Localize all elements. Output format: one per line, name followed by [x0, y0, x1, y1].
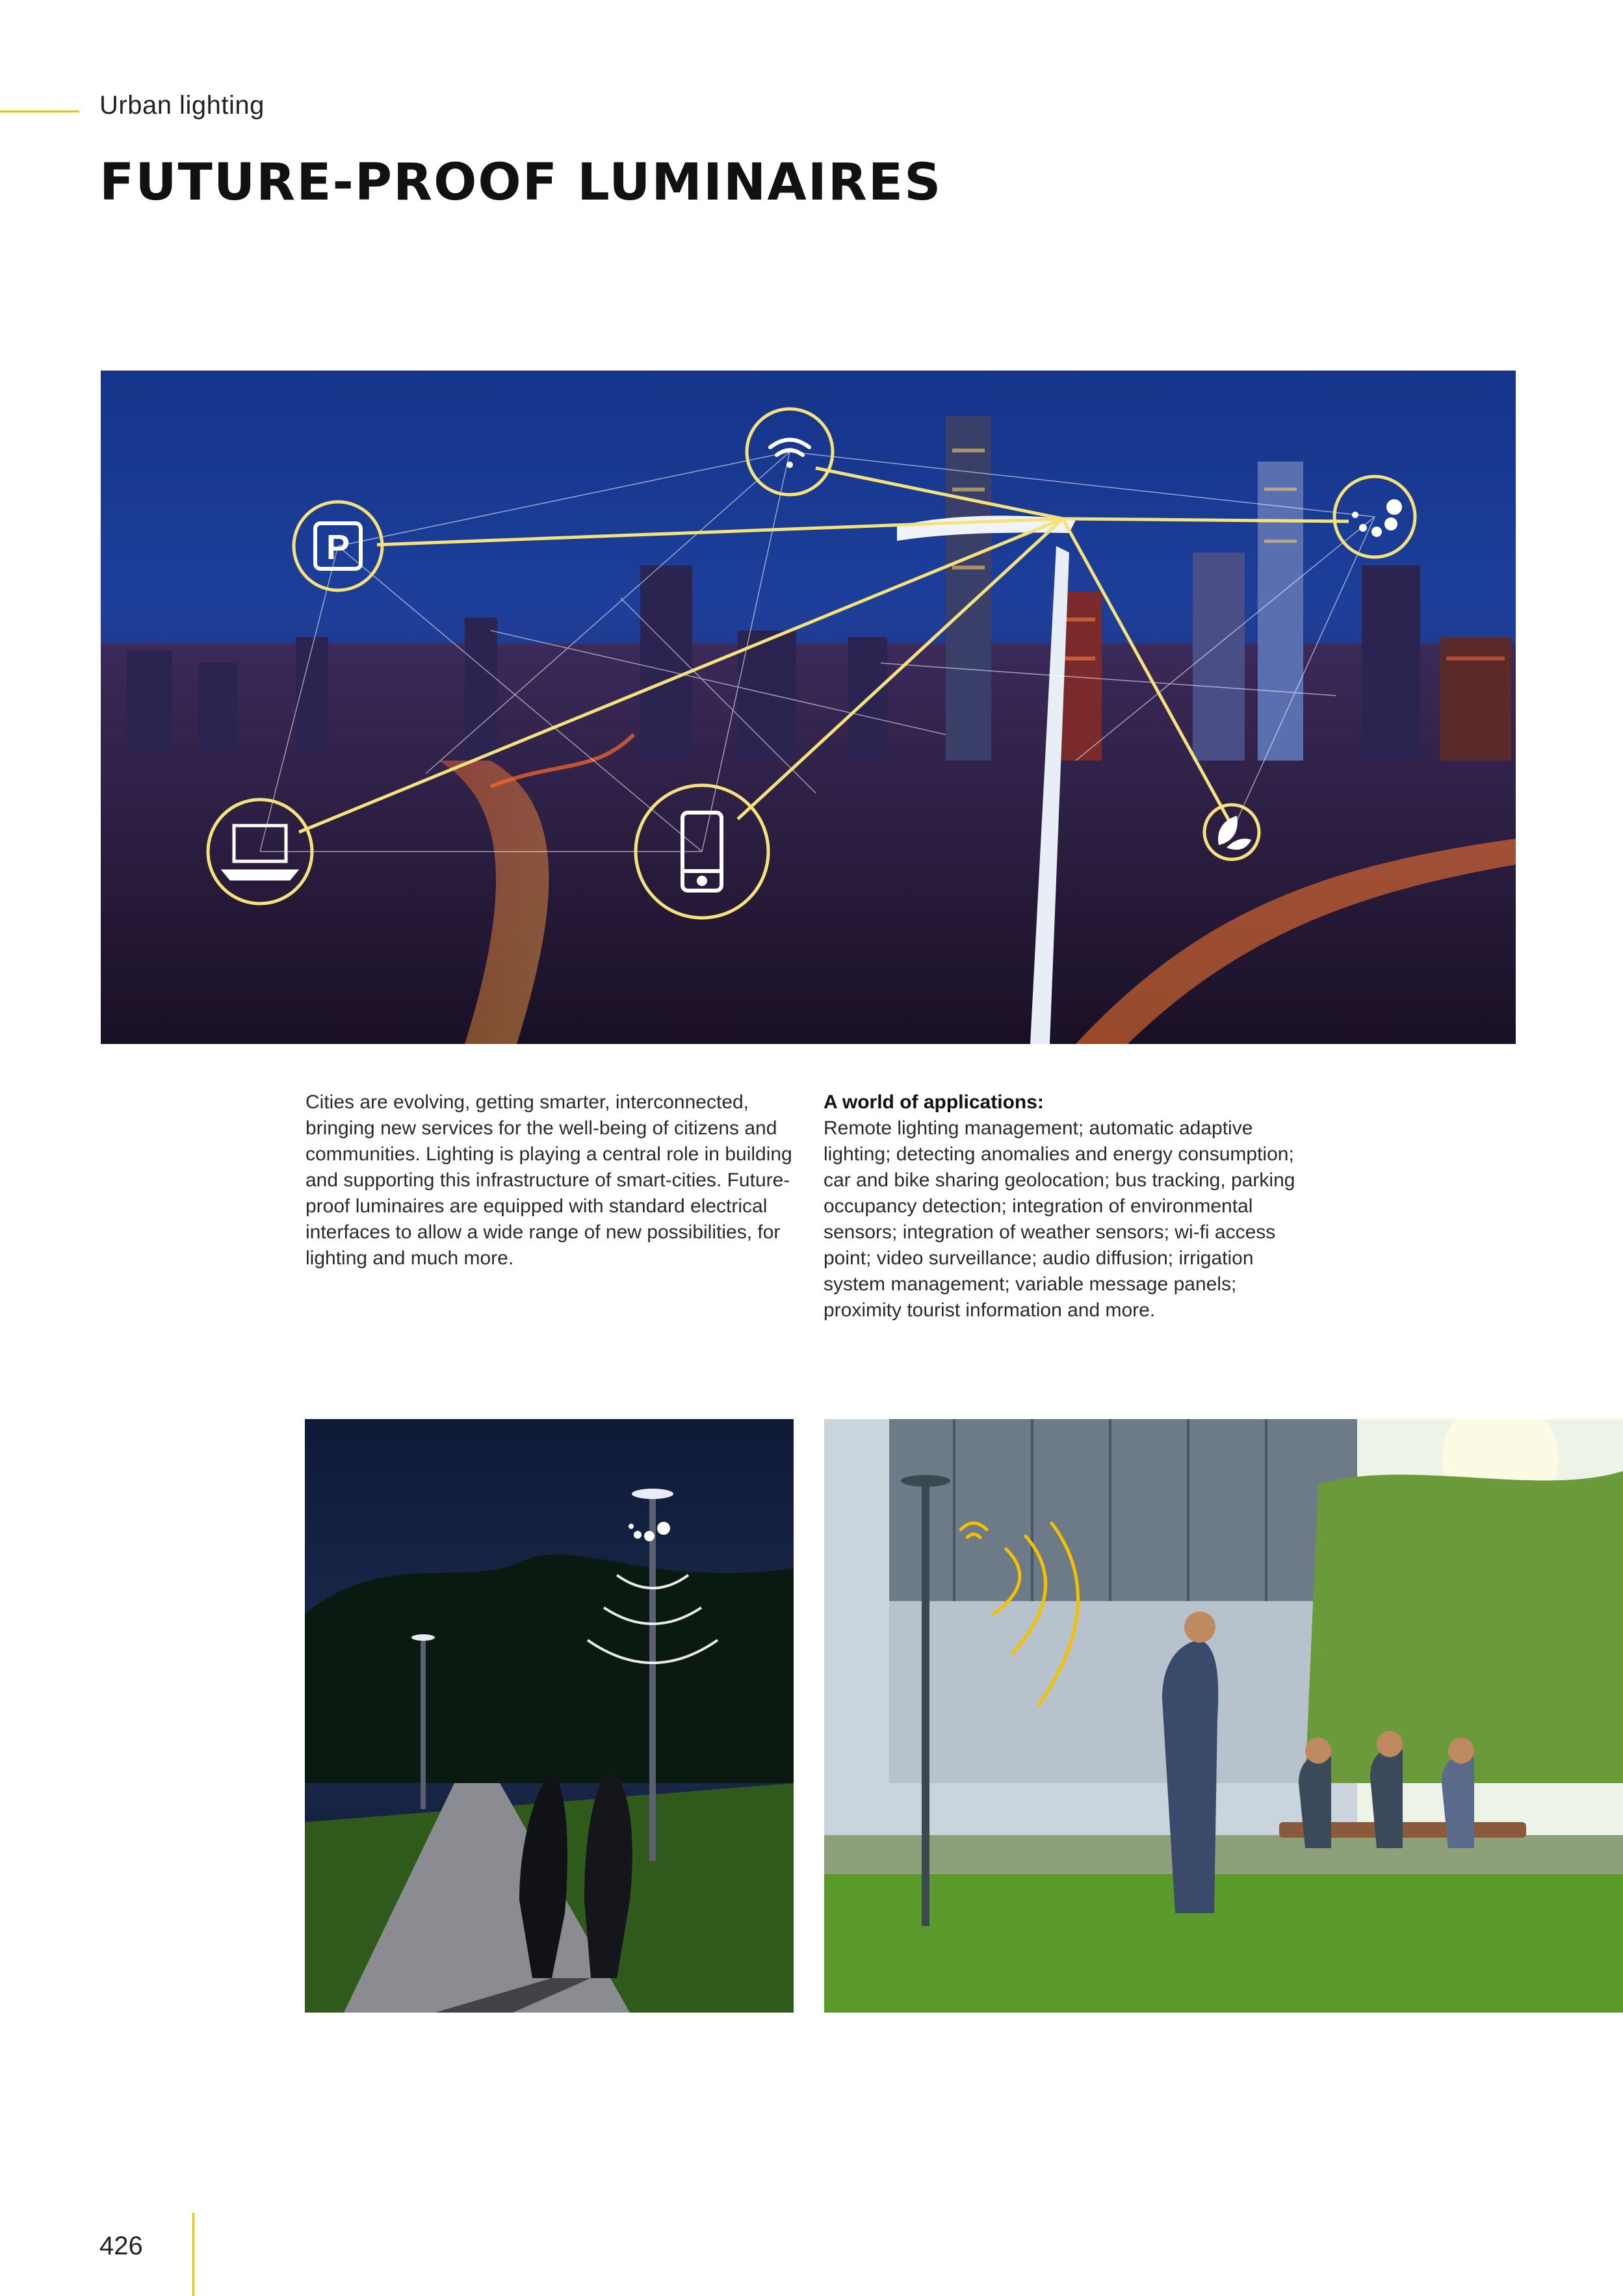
applications-paragraph: Remote lighting management; automatic adaptive lighting; detecting anomalies and energy consumption; car and bike sharing geolocation; bus tracking, parking occupancy detection; integration of environmental sensors; integration of weather sensors; wi-fi access point; video surveillance; audio diffusion; irrigation system management; variable message panels; proximity tourist information and more. — [824, 1117, 1295, 1321]
header-accent-rule — [0, 111, 79, 112]
parking-icon-letter: P — [326, 528, 350, 567]
footer-accent-rule — [192, 2213, 194, 2296]
intro-column — [305, 1089, 793, 1272]
hero-city-image — [101, 371, 1516, 1044]
campus-day-photo — [824, 1419, 1623, 2013]
park-night-photo — [305, 1419, 794, 2013]
intro-paragraph: Cities are evolving, getting smarter, interconnected, bringing new services for the well-being of citizens and communities. Lighting is playing a central role in building and supporting this infrastructure of smart-cities. Future-proof luminaires are equipped with standard electrical interfaces to allow a wide range of new possibilities, for lighting and much more. — [305, 1091, 792, 1269]
applications-heading: A world of applications: — [824, 1091, 1044, 1113]
page-title: FUTURE-PROOF LUMINAIRES — [99, 153, 942, 212]
section-label: Urban lighting — [99, 91, 265, 120]
city-network-illustration — [101, 371, 1516, 1044]
page-number: 426 — [99, 2232, 143, 2260]
applications-column — [824, 1089, 1318, 1324]
